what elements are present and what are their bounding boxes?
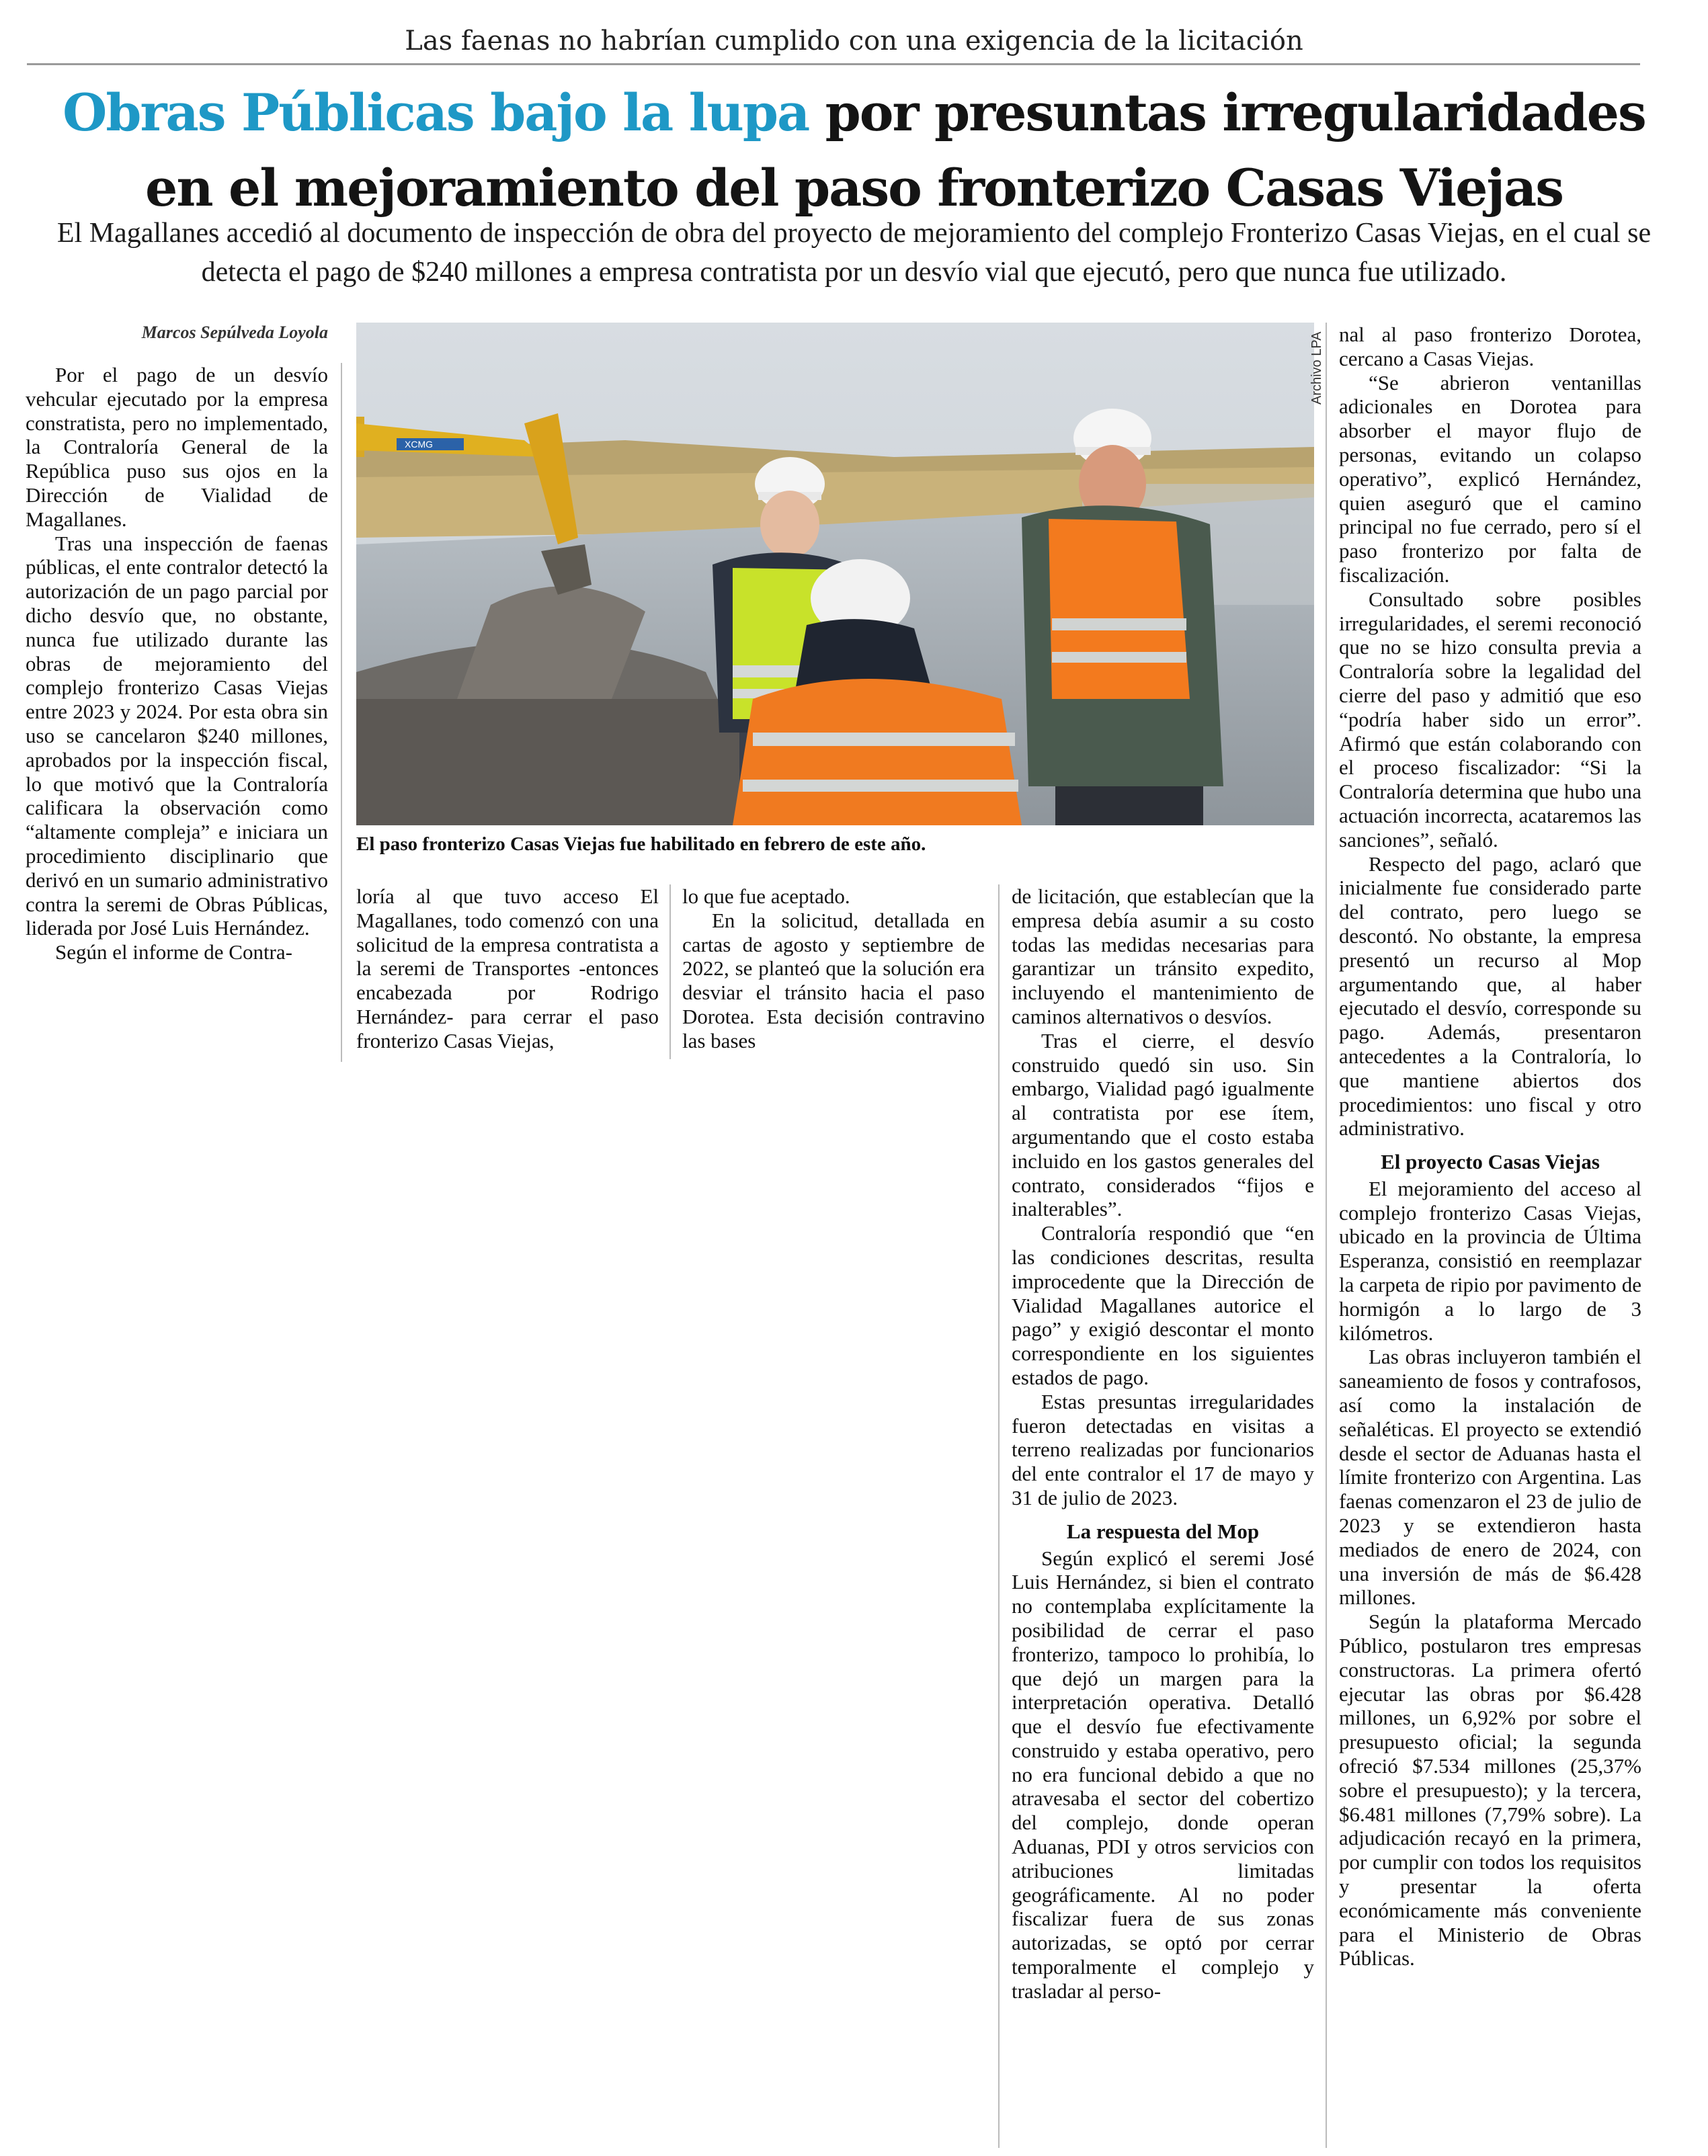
paragraph: Las obras incluyeron también el saneamiento de fosos y contrafosos, así como la instalación de señaléticas. El proyecto se extendió desde el sector de Aduanas hasta el límite fronterizo con Argentina. Las faenas comenzaron el 23 de julio de 2023 y se extendieron hasta mediados de enero de 2024, con una inversión de más de $6.428 millones. <box>1339 1345 1641 1610</box>
paragraph: Tras el cierre, el desvío construido quedó sin uso. Sin embargo, Vialidad pagó igualmente al contratista por ese ítem, argumentando que el costo estaba incluido en los gastos generales del contrato, considerados “fijos e inalterables”. <box>1012 1028 1314 1221</box>
article-column-1 <box>26 363 328 964</box>
article-column-4 <box>1012 884 1314 2003</box>
paragraph: lo que fue aceptado. <box>682 884 850 908</box>
paragraph: nal al paso fronterizo Dorotea, cercano a Casas Viejas. <box>1339 323 1641 370</box>
paragraph: Según el informe de Contra- <box>55 940 292 964</box>
kicker-rule <box>27 63 1640 65</box>
photo-caption: El paso fronterizo Casas Viejas fue habilitado en febrero de este año. <box>356 833 926 855</box>
paragraph: En la solicitud, detallada en cartas de agosto y septiembre de 2022, se planteó que la solución era desviar el tránsito hacia el paso Dorotea. Esta decisión contravino las bases <box>682 908 985 1052</box>
paragraph: Tras una inspección de faenas públicas, el ente contralor detectó la autorización de un pago parcial por dicho desvío que, no obstante, nunca fue utilizado durante las obras de mejoramiento del complejo fronterizo Casas Viejas entre 2023 y 2024. Por esta obra sin uso se cancelaron $240 millones, aprobados por la inspección fiscal, lo que motivó que la Contraloría calificara la observación como “altamente compleja” e iniciara un procedimiento disciplinario que derivó en un sumario administrativo contra la seremi de Obras Públicas, liderada por José Luis Hernández. <box>26 531 328 940</box>
byline: Marcos Sepúlveda Loyola <box>141 323 328 342</box>
subheading: La respuesta del Mop <box>1066 1519 1260 1543</box>
paragraph: Según explicó el seremi José Luis Hernández, si bien el contrato no contemplaba explícitamente la posibilidad de cerrar el paso fronterizo, tampoco lo prohibía, lo que dejó un margen para la interpretación operativa. Detalló que el desvío fue efectivamente construido y estaba operativo, pero no era funcional debido a que no atravesaba el sector del cobertizo del complejo, donde operan Aduanas, PDI y otros servicios con atribuciones limitadas geográficamente. Al no poder fiscalizar fuera de sus zonas autorizadas, se optó por cerrar temporalmente el complejo y trasladar al perso- <box>1012 1546 1314 2003</box>
column-divider <box>669 884 671 1059</box>
subheading: El proyecto Casas Viejas <box>1381 1150 1600 1174</box>
deck: El Magallanes accedió al documento de inspección de obra del proyecto de mejoramiento del complejo Fronterizo Casas Viejas, en el cual se detecta el pago de $240 millones a empresa contratista por un desvío vial que ejecutó, pero que nunca fue utilizado. <box>56 218 1652 288</box>
paragraph: loría al que tuvo acceso El Magallanes, todo comenzó con una solicitud de la empresa contratista a la seremi de Transportes -entonces encabezada por Rodrigo Hernández- para cerrar el paso fronterizo Casas Viejas, <box>356 884 659 1052</box>
paragraph: Consultado sobre posibles irregularidades, el seremi reconoció que no se hizo consulta previa a Contraloría sobre la legalidad del cierre del paso y admitió que eso “podría haber sido un error”. Afirmó que están colaborando con el proceso fiscalizador: “Si la Contraloría determina que hubo una actuación incorrecta, acataremos las sanciones”, señaló. <box>1339 587 1641 852</box>
paragraph: Según la plataforma Mercado Público, postularon tres empresas constructoras. La primera ofertó ejecutar las obras por $6.428 millones, un 6,92% por sobre el presupuesto oficial; la segunda ofreció $7.534 millones (25,37% sobre el presupuesto); y la tercera, $6.481 millones (7,79% sobre). La adjudicación recayó en la primera, por cumplir con todos los requisitos y presentar la oferta económicamente más conveniente para el Ministerio de Obras Públicas. <box>1339 1610 1641 1971</box>
paragraph: Respecto del pago, aclaró que inicialmente fue considerado parte del contrato, pero luego se descontó. No obstante, la empresa presentó un recurso al Mop argumentando que, al haber ejecutado el desvío, corresponde su pago. Además, presentaron antecedentes a la Contraloría, lo que mantiene abiertos dos procedimientos: uno fiscal y otro administrativo. <box>1339 852 1641 1141</box>
paragraph: de licitación, que establecían que la empresa debía asumir a su costo todas las medidas necesarias para garantizar un tránsito expedito, incluyendo el mantenimiento de caminos alternativos o desvíos. <box>1012 884 1314 1028</box>
paragraph: Contraloría respondió que “en las condiciones descritas, resulta improcedente que la Dirección de Vialidad Magallanes autorice el pago” y exigió descontar el monto correspondiente en los siguientes estados de pago. <box>1012 1221 1314 1389</box>
headline-line1-rest: por presuntas irregularidades <box>809 83 1645 142</box>
headline <box>0 75 1708 226</box>
column-divider <box>1326 323 1327 2148</box>
headline-line2: en el mejoramiento del paso fronterizo Casas Viejas <box>145 158 1563 218</box>
news-photo <box>356 323 1314 825</box>
excavator-brand: XCMG <box>405 439 433 450</box>
kicker: Las faenas no habrían cumplido con una exigencia de la licitación <box>405 26 1303 56</box>
column-divider <box>998 884 1000 2148</box>
photo-illustration <box>356 323 1314 825</box>
column-divider <box>341 363 342 1062</box>
paragraph: “Se abrieron ventanillas adicionales en Dorotea para absorber el mayor flujo de personas, evitando un colapso operativo”, explicó Hernández, quien aseguró que el camino principal no fue cerrado, pero sí el paso fronterizo por falta de fiscalización. <box>1339 370 1641 587</box>
headline-accent: Obras Públicas bajo la lupa <box>63 83 809 142</box>
paragraph: Estas presuntas irregularidades fueron detectadas en visitas a terreno realizadas por funcionarios del ente contralor el 17 de mayo y 31 de julio de 2023. <box>1012 1389 1314 1509</box>
photo-credit: Archivo LPA <box>1309 331 1324 405</box>
paragraph: El mejoramiento del acceso al complejo fronterizo Casas Viejas, ubicado en la provincia de Última Esperanza, consistió en reemplazar la carpeta de ripio por pavimento de hormigón a lo largo de 3 kilómetros. <box>1339 1176 1641 1345</box>
paragraph: Por el pago de un desvío vehcular ejecutado por la empresa constratista, pero no implementado, la Contraloría General de la República puso sus ojos en la Dirección de Vialidad de Magallanes. <box>26 363 328 531</box>
article-column-3 <box>682 884 985 1053</box>
article-column-2 <box>356 884 659 1053</box>
article-column-5 <box>1339 323 1641 1971</box>
